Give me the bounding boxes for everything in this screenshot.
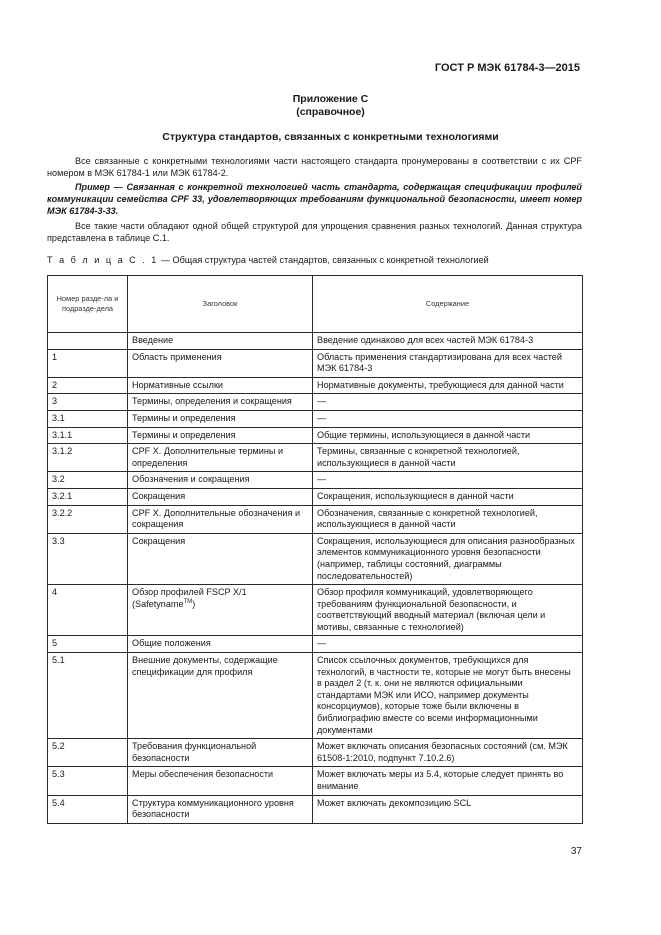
row-number: 3.3 <box>48 533 128 584</box>
trademark-sup: TM <box>183 598 193 605</box>
row-number: 5.4 <box>48 795 128 823</box>
row-number <box>48 333 128 350</box>
row-number: 2 <box>48 377 128 394</box>
row-content: Введение одинаково для всех частей МЭК 61784-3 <box>313 333 583 350</box>
row-number: 3.1 <box>48 410 128 427</box>
table-row <box>48 653 583 739</box>
structure-table <box>47 275 583 824</box>
row-content: Сокращения, использующиеся в данной части <box>313 488 583 505</box>
row-content: Список ссылочных документов, требующихся для технологий, в частности те, которые не могут быть внесены в раздел 2 (т. к. они не являются официальными стандартами МЭК или ИСО, например документы консорциумов), которые тоже были включены в библиографию вместе со всеми информационными документами <box>313 653 583 739</box>
row-content: Может включать меры из 5.4, которые следует принять во внимание <box>313 767 583 795</box>
row-title: Внешние документы, содержащие спецификации для профиля <box>128 653 313 739</box>
row-title: Термины и определения <box>128 427 313 444</box>
appendix-title: Приложение С <box>292 93 369 105</box>
table-row <box>48 444 583 472</box>
row-title: CPF X. Дополнительные термины и определения <box>128 444 313 472</box>
row-content: Может включать описания безопасных состояний (см. МЭК 61508-1:2010, подпункт 7.10.2.6) <box>313 739 583 767</box>
table-row <box>48 533 583 584</box>
row-title: Общие положения <box>128 636 313 653</box>
row-number: 3 <box>48 394 128 411</box>
table-row <box>48 795 583 823</box>
row-number: 4 <box>48 585 128 636</box>
row-title: Структура коммуникационного уровня безопасности <box>128 795 313 823</box>
header-title: Заголовок <box>128 276 313 333</box>
row-content: Обзор профиля коммуникаций, удовлетворяющего требованиям функциональной безопасности, и соответствующий вводный материал (включая цели и мотивы, связанные с технологией) <box>313 585 583 636</box>
row-content: Общие термины, использующиеся в данной части <box>313 427 583 444</box>
row-title-text: Обзор профилей FSCP X/1 (Safetyname <box>132 587 247 609</box>
row-title: Обозначения и сокращения <box>128 472 313 489</box>
table-row <box>48 427 583 444</box>
row-number: 5.3 <box>48 767 128 795</box>
row-title: Термины и определения <box>128 410 313 427</box>
paragraph-intro: Все связанные с конкретными технологиями части настоящего стандарта пронумерованы в соответствии с их CPF номером в МЭК 61784-1 или МЭК 61784-2. <box>47 156 582 179</box>
row-number: 3.2 <box>48 472 128 489</box>
row-content: — <box>313 472 583 489</box>
table-row <box>48 585 583 636</box>
table-row <box>48 472 583 489</box>
row-number: 1 <box>48 349 128 377</box>
row-content: Термины, связанные с конкретной технологией, использующиеся в данной части <box>313 444 583 472</box>
row-number: 5 <box>48 636 128 653</box>
row-number: 3.2.1 <box>48 488 128 505</box>
header-section-number: Номер разде-ла и подразде-дела <box>48 276 128 333</box>
row-content: Область применения стандартизирована для всех частей МЭК 61784-3 <box>313 349 583 377</box>
row-title: Меры обеспечения безопасности <box>128 767 313 795</box>
table-row <box>48 488 583 505</box>
row-title: Требования функциональной безопасности <box>128 739 313 767</box>
paragraph-example: Пример — Связанная с конкретной технологией часть стандарта, содержащая спецификации профилей коммуникации семейства CPF 33, удовлетворяющих требованиям функциональной безопасности, имеет номер МЭК 61784-3-33. <box>47 182 582 217</box>
appendix-heading <box>0 93 661 119</box>
row-content: — <box>313 394 583 411</box>
row-number: 5.2 <box>48 739 128 767</box>
row-number: 5.1 <box>48 653 128 739</box>
table-row <box>48 333 583 350</box>
row-title: Термины, определения и сокращения <box>128 394 313 411</box>
row-content: — <box>313 636 583 653</box>
row-content: — <box>313 410 583 427</box>
row-number: 3.2.2 <box>48 505 128 533</box>
header-content: Содержание <box>313 276 583 333</box>
table-header-row <box>48 276 583 333</box>
appendix-status: (справочное) <box>296 106 365 118</box>
row-title: Область применения <box>128 349 313 377</box>
row-number: 3.1.1 <box>48 427 128 444</box>
table-row <box>48 349 583 377</box>
row-title: CPF X. Дополнительные обозначения и сокращения <box>128 505 313 533</box>
table-row <box>48 767 583 795</box>
row-title-end: ) <box>192 598 196 609</box>
table-row <box>48 739 583 767</box>
row-content: Нормативные документы, требующиеся для данной части <box>313 377 583 394</box>
page-number: 37 <box>570 846 582 857</box>
row-title: Введение <box>128 333 313 350</box>
row-title <box>128 585 313 636</box>
table-caption-text: — Общая структура частей стандартов, связанных с конкретной технологией <box>158 255 489 265</box>
table-row <box>48 505 583 533</box>
paragraph-structure: Все такие части обладают одной общей структурой для упрощения сравнения разных технологий. Данная структура представлена в таблице С.1. <box>47 221 582 244</box>
row-number: 3.1.2 <box>48 444 128 472</box>
row-content: Может включать декомпозицию SCL <box>313 795 583 823</box>
section-title: Структура стандартов, связанных с конкретными технологиями <box>162 131 499 143</box>
table-row <box>48 377 583 394</box>
table-row <box>48 636 583 653</box>
table-caption <box>47 255 582 265</box>
row-content: Сокращения, использующиеся для описания разнообразных элементов коммуникационного уровня безопасности (например, таблицы состояний, диаграммы последовательностей) <box>313 533 583 584</box>
table-caption-label: Т а б л и ц а С . 1 <box>47 255 159 265</box>
standard-code-header: ГОСТ Р МЭК 61784-3—2015 <box>434 62 580 74</box>
row-title: Нормативные ссылки <box>128 377 313 394</box>
row-title: Сокращения <box>128 533 313 584</box>
row-title: Сокращения <box>128 488 313 505</box>
table-row <box>48 410 583 427</box>
table-row <box>48 394 583 411</box>
row-content: Обозначения, связанные с конкретной технологией, использующиеся в данной части <box>313 505 583 533</box>
